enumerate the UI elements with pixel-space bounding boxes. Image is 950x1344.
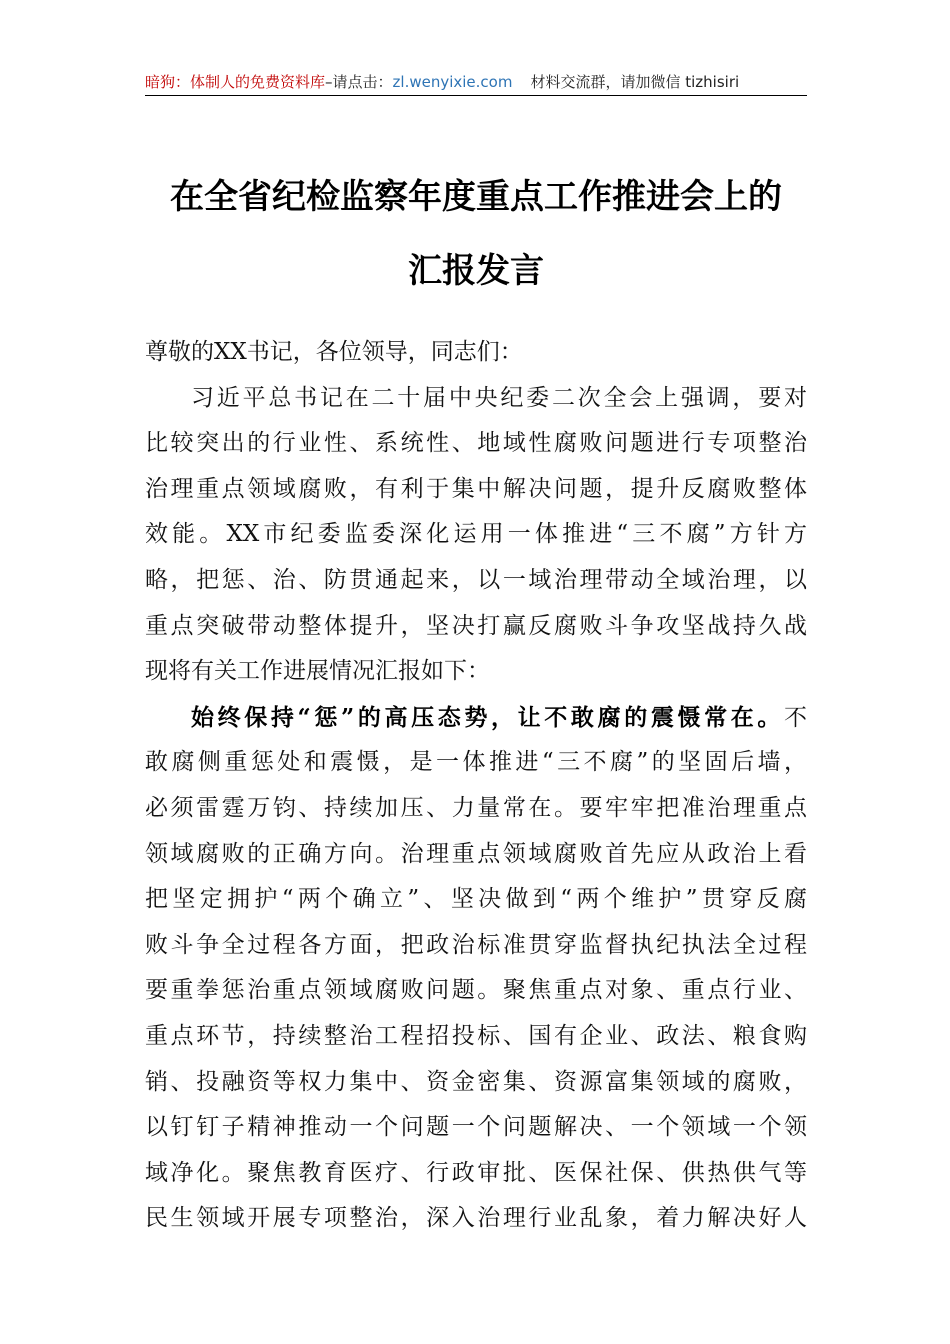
header-wechat-note: 材料交流群，请加微信 tizhisiri xyxy=(530,73,740,91)
body-line: 重点环节，持续整治工程招投标、国有企业、政法、粮食购 xyxy=(145,1022,807,1049)
body-line: 敢腐侧重惩处和震慑，是一体推进“三不腐”的坚固后墙， xyxy=(145,749,807,776)
section-heading: 始终保持“惩”的高压态势，让不敢腐的震慑常在。 xyxy=(191,703,784,731)
header-site-name: 暗狗：体制人的免费资料库 xyxy=(145,73,326,91)
title-line-1: 在全省纪检监察年度重点工作推进会上的 xyxy=(170,177,782,217)
body-line: 略，把惩、治、防贯通起来，以一域治理带动全域治理，以 xyxy=(145,566,807,593)
body-line: 败斗争全过程各方面，把政治标准贯穿监督执纪执法全过程 xyxy=(145,931,807,958)
body-line: 领域腐败的正确方向。治理重点领域腐败首先应从政治上看 xyxy=(145,840,807,867)
header-divider xyxy=(145,95,807,96)
body-text-fragment: 不 xyxy=(784,704,807,731)
body-line: 效能。XX市纪委监委深化运用一体推进“三不腐”方针方 xyxy=(145,521,807,548)
body-line: 销、投融资等权力集中、资金密集、资源富集领域的腐败， xyxy=(145,1068,807,1095)
body-line: 把坚定拥护“两个确立”、坚决做到“两个维护”贯穿反腐 xyxy=(145,886,807,913)
salutation: 尊敬的XX书记，各位领导，同志们： xyxy=(145,339,523,365)
body-line: 比较突出的行业性、系统性、地域性腐败问题进行专项整治 xyxy=(145,430,807,457)
title-line-2: 汇报发言 xyxy=(408,251,544,291)
body-line: 以钉钉子精神推动一个问题一个问题解决、一个领域一个领 xyxy=(145,1114,807,1141)
document-body xyxy=(145,330,807,1242)
header-click-prompt: –请点击： xyxy=(325,73,393,91)
body-line: 要重拳惩治重点领域腐败问题。聚焦重点对象、重点行业、 xyxy=(145,977,807,1004)
body-line: 必须雷霆万钧、持续加压、力量常在。要牢牢把准治理重点 xyxy=(145,794,807,821)
body-line: 重点突破带动整体提升，坚决打赢反腐败斗争攻坚战持久战 xyxy=(145,612,807,639)
body-line: 民生领域开展专项整治，深入治理行业乱象，着力解决好人 xyxy=(145,1205,807,1232)
body-line: 习近平总书记在二十届中央纪委二次全会上强调，要对 xyxy=(191,384,807,411)
document-title xyxy=(145,160,807,308)
body-line: 治理重点领域腐败，有利于集中解决问题，提升反腐败整体 xyxy=(145,475,807,502)
watermark-header xyxy=(145,70,807,94)
section-heading-line xyxy=(145,695,807,741)
header-link[interactable]: zl.wenyixie.com xyxy=(392,73,513,91)
body-line: 现将有关工作进展情况汇报如下： xyxy=(145,658,490,685)
body-line: 域净化。聚焦教育医疗、行政审批、医保社保、供热供气等 xyxy=(145,1159,807,1186)
